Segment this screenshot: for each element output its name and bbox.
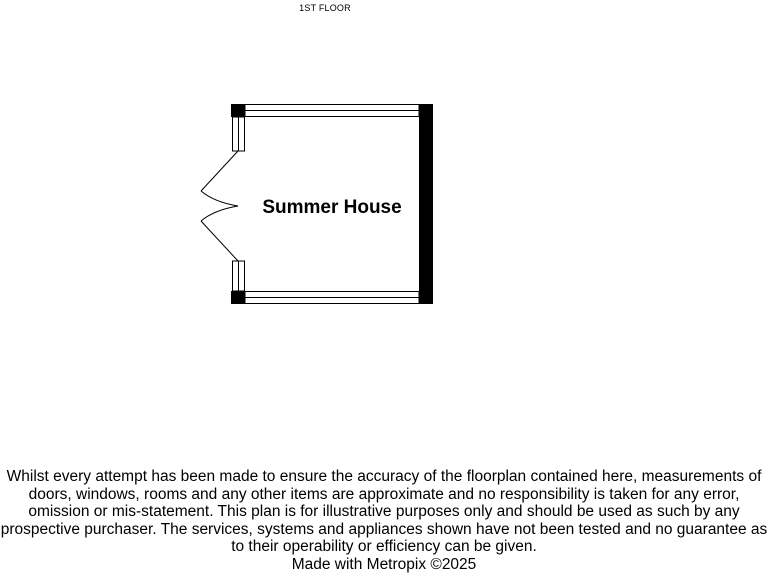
window-top bbox=[245, 105, 419, 117]
corner-post-bottom-left bbox=[231, 291, 245, 304]
window-bottom bbox=[245, 292, 419, 304]
disclaimer-block bbox=[0, 468, 768, 574]
disclaimer-text: Whilst every attempt has been made to ensure the accuracy of the floorplan contained here, measurements of doors, windows, rooms and any other items are approximate and no responsibility is taken for any error, omission or mis-statement. This plan is for illustrative purposes only and should be used as such by any prospective purchaser. The services, systems and appliances shown have not been tested and no guarantee as to their operability or efficiency can be given. bbox=[0, 468, 768, 556]
floor-label: 1ST FLOOR bbox=[299, 3, 351, 13]
room-name-summer-house: Summer House bbox=[262, 197, 402, 218]
corner-post-top-left bbox=[231, 104, 245, 117]
window-left-lower bbox=[233, 261, 245, 291]
double-door bbox=[201, 151, 238, 261]
east-wall bbox=[419, 104, 433, 304]
credit-text: Made with Metropix ©2025 bbox=[291, 555, 477, 573]
window-left-upper bbox=[233, 117, 245, 151]
